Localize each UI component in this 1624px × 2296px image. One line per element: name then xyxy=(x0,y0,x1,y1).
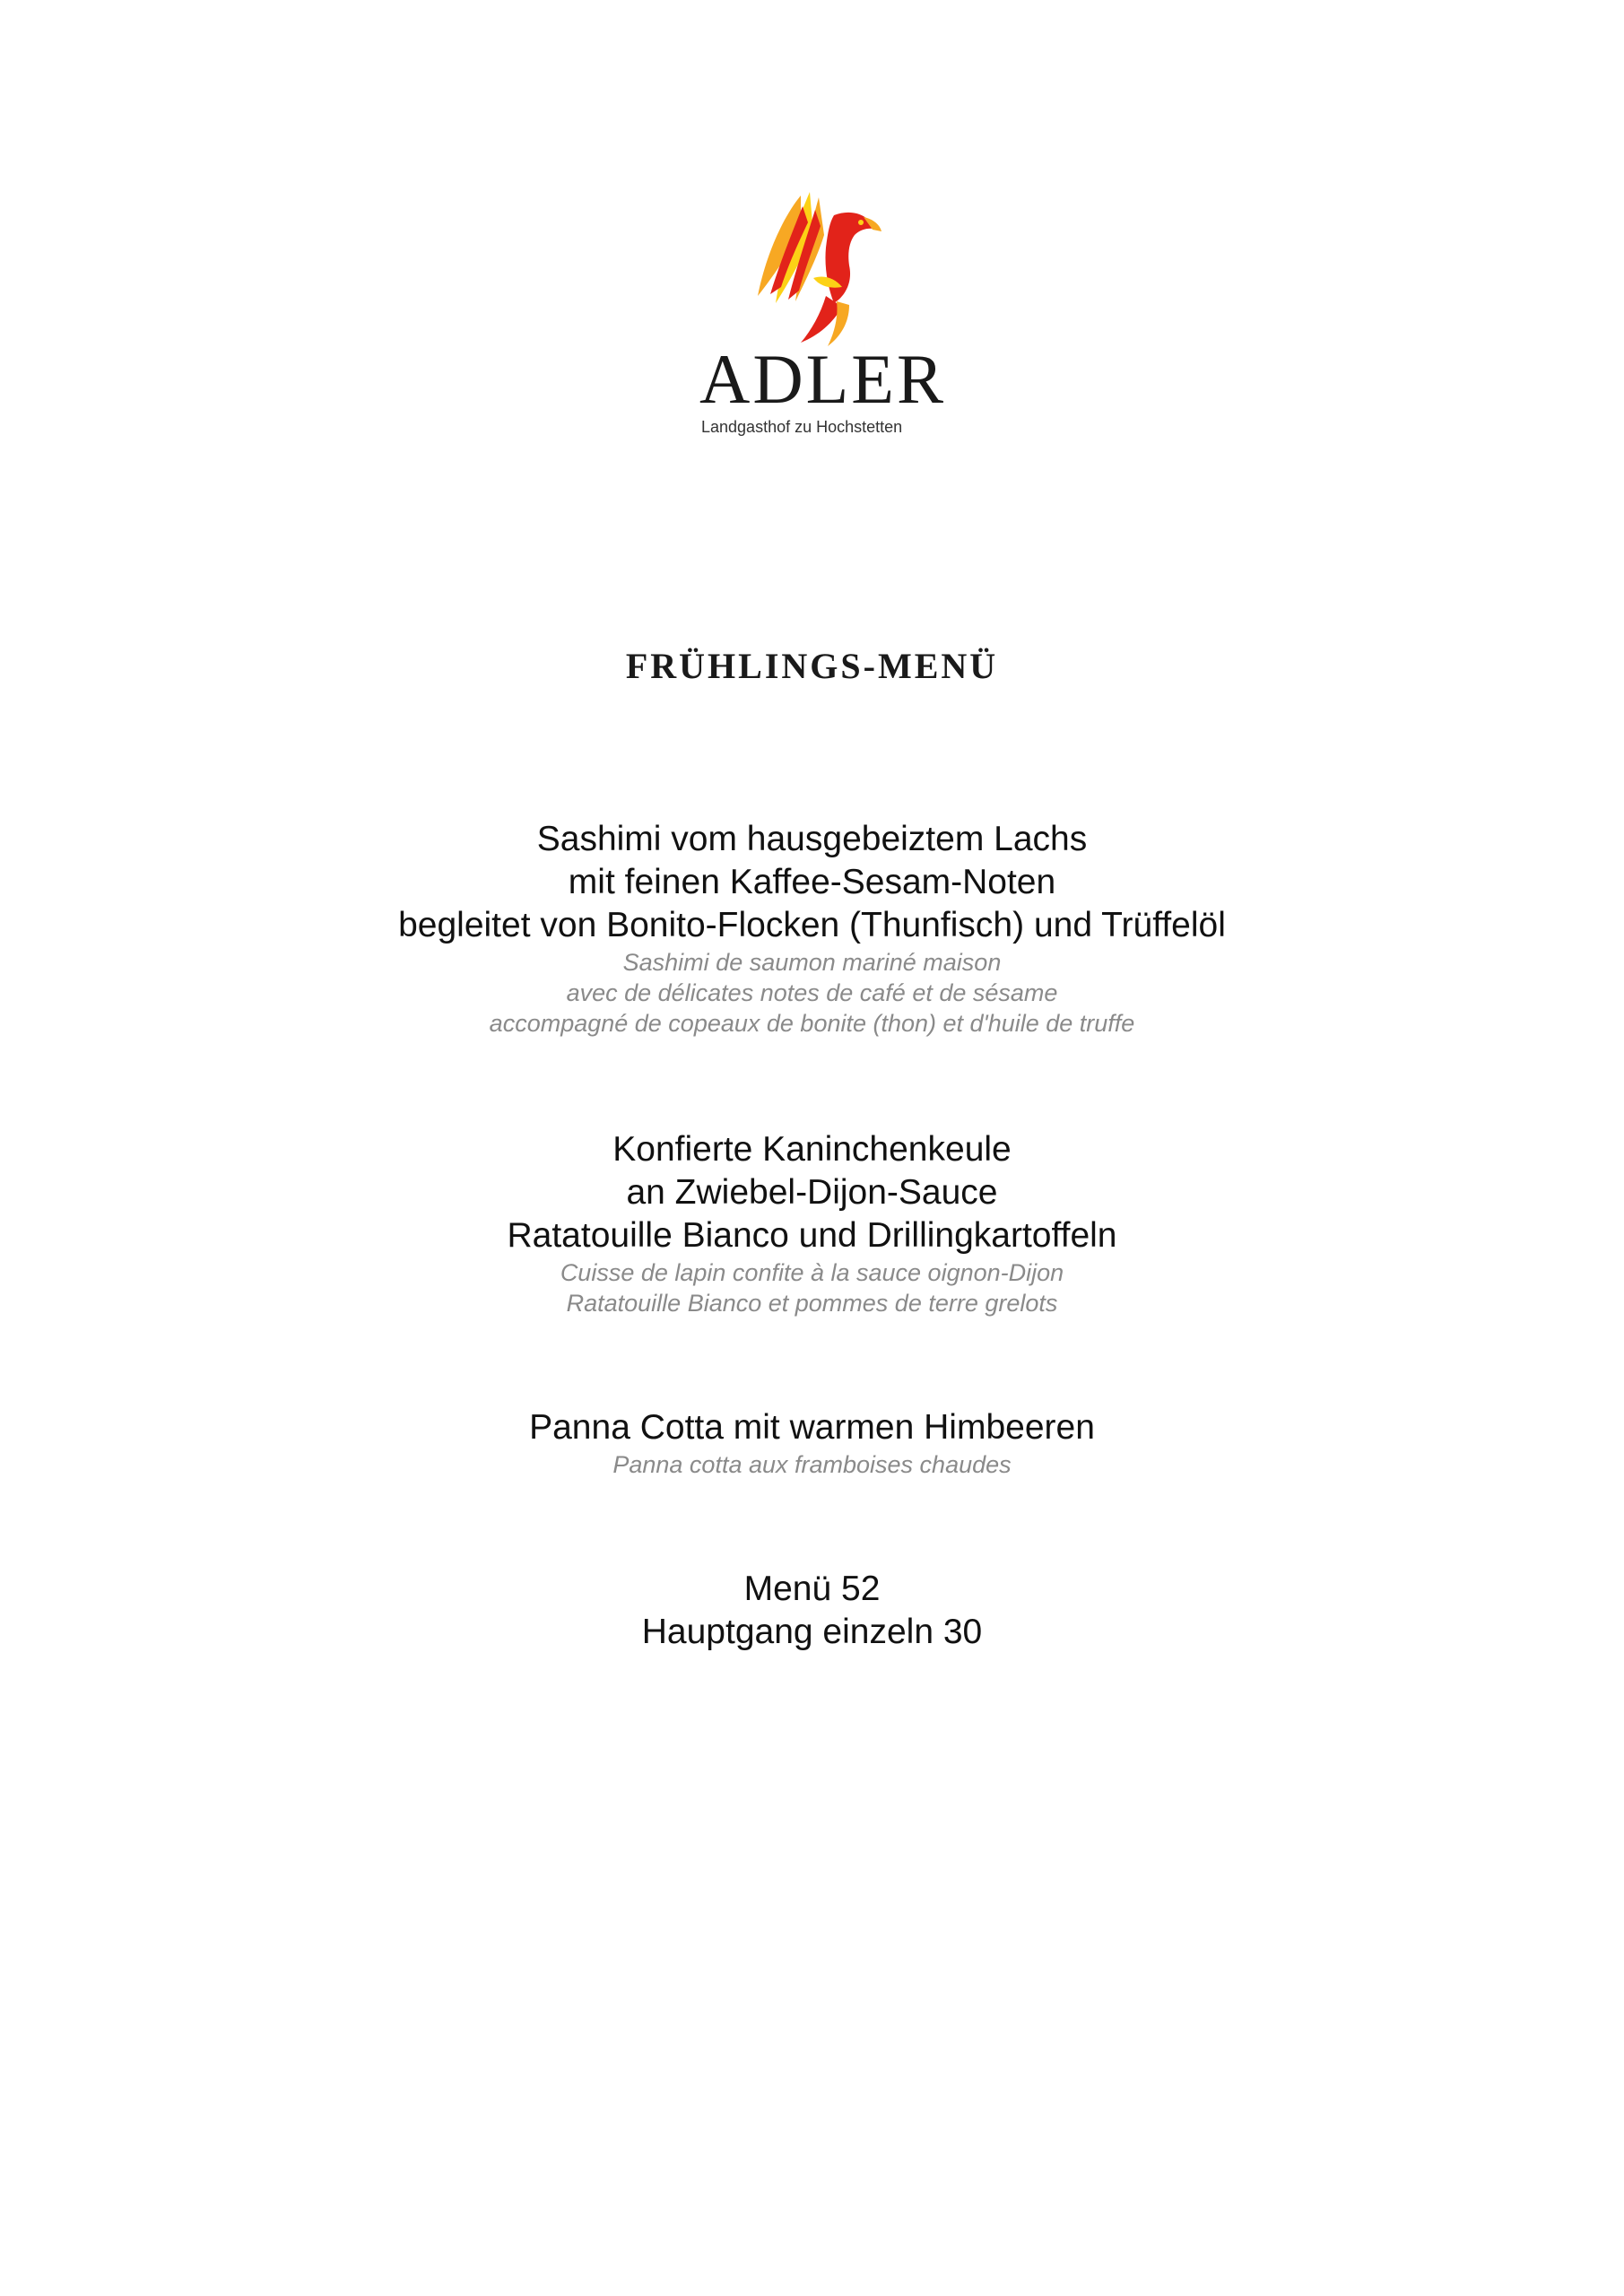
course-description-fr: accompagné de copeaux de bonite (thon) et d'huile de truffe xyxy=(489,1010,1135,1037)
brand-name: ADLER xyxy=(699,340,946,418)
course-description-fr: Cuisse de lapin confite à la sauce oignon-Dijon xyxy=(560,1259,1064,1286)
course-dessert xyxy=(0,1406,1624,1480)
course-description-de: Panna Cotta mit warmen Himbeeren xyxy=(529,1408,1095,1447)
course-starter xyxy=(0,818,1624,1039)
course-description-de: an Zwiebel-Dijon-Sauce xyxy=(626,1173,998,1212)
course-description-de: begleitet von Bonito-Flocken (Thunfisch) und Trüffelöl xyxy=(398,906,1226,944)
course-main xyxy=(0,1128,1624,1318)
brand-subtitle: Landgasthof zu Hochstetten xyxy=(701,418,903,436)
menu-price: Menü 52 xyxy=(743,1570,881,1608)
eagle-icon xyxy=(749,188,883,350)
menu-prices xyxy=(0,1568,1624,1654)
course-description-fr: Sashimi de saumon mariné maison xyxy=(622,949,1002,976)
course-description-de: Konfierte Kaninchenkeule xyxy=(612,1130,1012,1169)
main-course-price: Hauptgang einzeln 30 xyxy=(641,1613,983,1651)
course-description-de: mit feinen Kaffee-Sesam-Noten xyxy=(568,863,1056,901)
course-description-fr: Panna cotta aux framboises chaudes xyxy=(612,1451,1012,1478)
restaurant-logo xyxy=(690,188,946,448)
course-description-de: Ratatouille Bianco und Drillingkartoffeln xyxy=(507,1216,1117,1255)
course-description-de: Sashimi vom hausgebeiztem Lachs xyxy=(536,820,1088,858)
course-description-fr: Ratatouille Bianco et pommes de terre grelots xyxy=(566,1290,1058,1317)
menu-title: FRÜHLINGS-MENÜ xyxy=(625,646,999,686)
course-description-fr: avec de délicates notes de café et de sésame xyxy=(566,979,1058,1006)
